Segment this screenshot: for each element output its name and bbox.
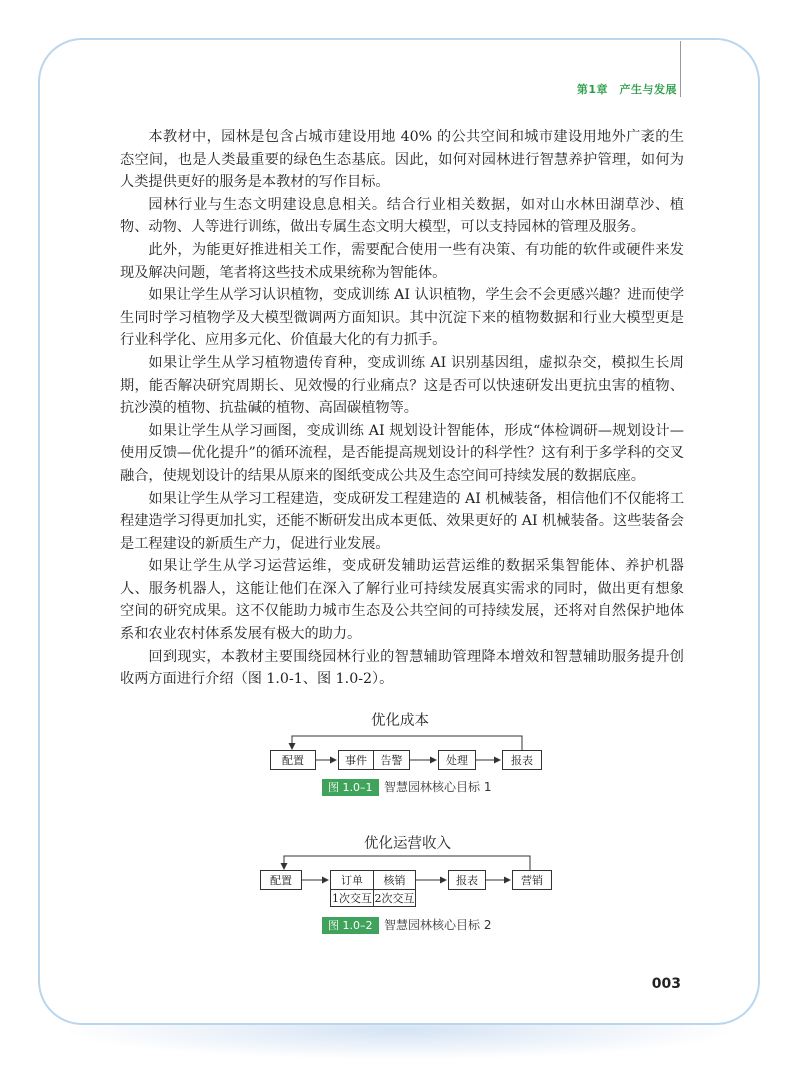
paragraph: 回到现实，本教材主要围绕园林行业的智慧辅助管理降本增效和智慧辅助服务提升创收两方面进行介绍（图 1.0-1、图 1.0-2）。 [120, 648, 684, 688]
header-divider [680, 41, 681, 97]
box-interaction-1: 1次交互 [330, 889, 374, 907]
box-alarm: 告警 [374, 750, 410, 770]
body-text [120, 126, 684, 691]
box-config: 配置 [270, 750, 316, 770]
figure-1-caption: 智慧园林核心目标 1 [384, 780, 492, 794]
box-interaction-2: 2次交互 [374, 889, 416, 907]
figure-2-caption: 智慧园林核心目标 2 [384, 918, 492, 932]
paragraph: 本教材中，园林是包含占城市建设用地 40% 的公共空间和城市建设用地外广袤的生态空间，也是人类最重要的绿色生态基底。因此，如何对园林进行智慧养护管理，如何为人类提供更好的服务是本教材的写作目标。 [120, 129, 684, 191]
paragraph: 如果让学生从学习运营运维，变成研发辅助运营运维的数据采集智能体、养护机器人、服务机器人，这能让他们在深入了解行业可持续发展真实需求的同时，做出更有想象空间的研究成果。这不仅能助力城市生态及公共空间的可持续发展，还将对自然保护地体系和农业农村体系发展有极大的助力。 [120, 558, 684, 643]
figure-2-caption-tag: 图 1.0–2 [322, 917, 379, 934]
box-report: 报表 [448, 870, 486, 890]
box-order: 订单 [330, 870, 374, 890]
paragraph: 此外，为能更好推进相关工作，需要配合使用一些有决策、有功能的软件或硬件来发现及解决问题，笔者将这些技术成果统称为智能体。 [120, 241, 684, 281]
box-event: 事件 [338, 750, 374, 770]
figure-2-title: 优化运营收入 [364, 836, 451, 852]
box-verify: 核销 [374, 870, 416, 890]
box-report: 报表 [502, 750, 542, 770]
paragraph: 如果让学生从学习认识植物，变成训练 AI 认识植物，学生会不会更感兴趣？进而使学生同时学习植物学及大模型微调两方面知识。其中沉淀下来的植物数据和行业大模型更是行业科学化、应用多元化、价值最大化的有力抓手。 [120, 287, 685, 349]
figure-1-caption-tag: 图 1.0–1 [322, 779, 379, 796]
paragraph: 园林行业与生态文明建设息息相关。结合行业相关数据，如对山水林田湖草沙、植物、动物、人等进行训练，做出专属生态文明大模型，可以支持园林的管理及服务。 [120, 196, 684, 236]
figure-1-title: 优化成本 [371, 713, 429, 729]
paragraph: 如果让学生从学习画图，变成训练 AI 规划设计智能体，形成“体检调研—规划设计—使用反馈—优化提升”的循环流程，是否能提高规划设计的科学性？这有利于多学科的交叉融合，使规划设计的结果从原来的图纸变成公共及生态空间可持续发展的数据底座。 [120, 422, 684, 484]
box-process: 处理 [438, 750, 476, 770]
page-number: 003 [651, 976, 681, 992]
paragraph: 如果让学生从学习植物遗传育种，变成训练 AI 识别基因组，虚拟杂交，模拟生长周期，能否解决研究周期长、见效慢的行业痛点？这是否可以快速研发出更抗虫害的植物、抗沙漠的植物、抗盐碱的植物、高固碳植物等。 [120, 354, 684, 417]
chapter-heading: 第1章 产生与发展 [576, 83, 677, 96]
paragraph: 如果让学生从学习工程建造，变成研发工程建造的 AI 机械装备，相信他们不仅能将工程建造学习得更加扎实，还能不断研发出成本更低、效果更好的 AI 机械装备。这些装备会是工程建设的新质生产力，促进行业发展。 [120, 490, 685, 552]
box-config: 配置 [260, 870, 302, 890]
box-marketing: 营销 [512, 870, 552, 890]
